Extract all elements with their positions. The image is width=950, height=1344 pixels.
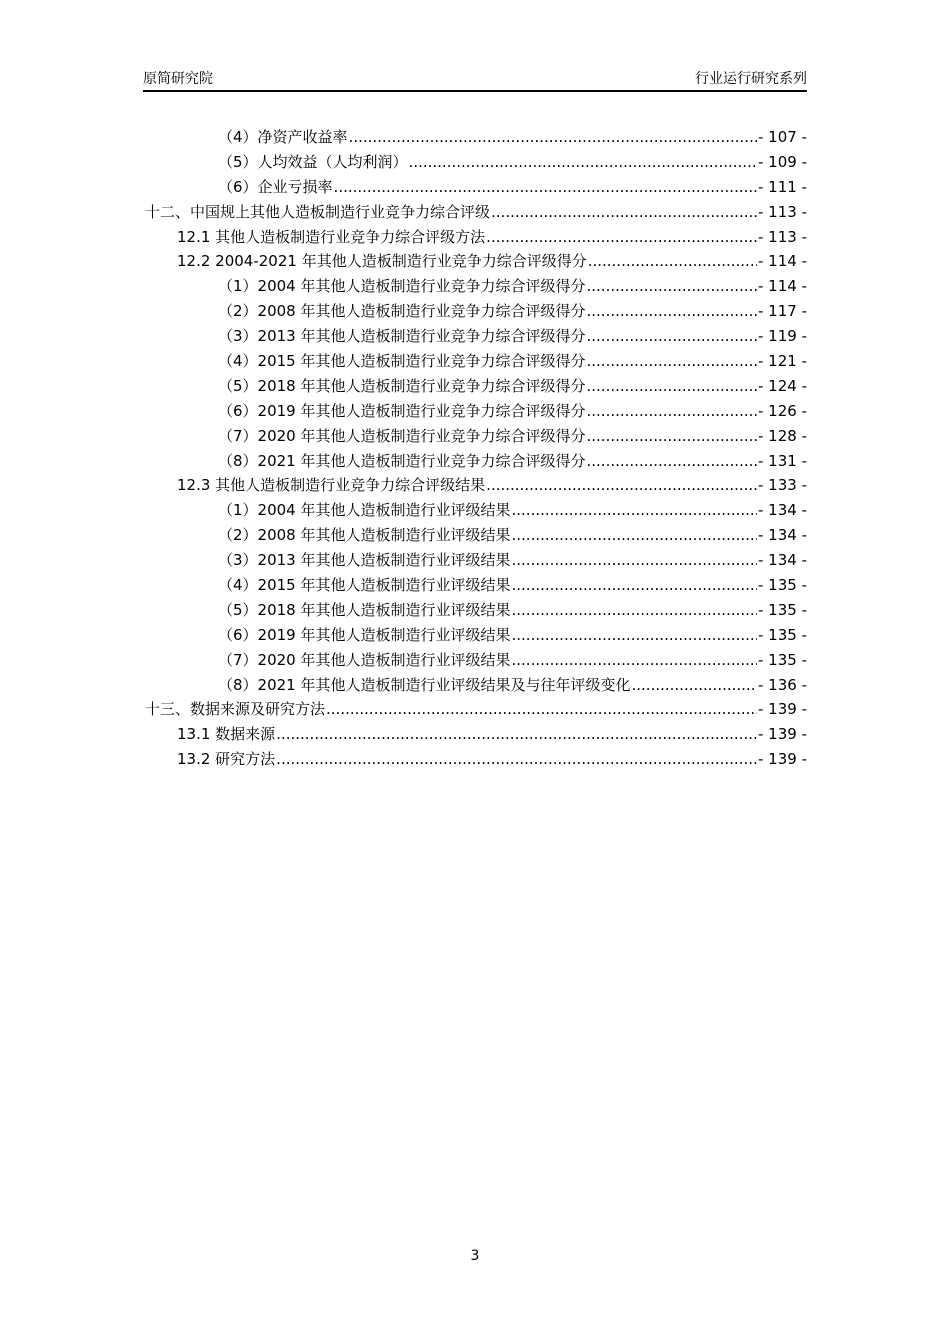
toc-entry[interactable] [145, 126, 807, 151]
toc-entry-page: - 114 - [758, 252, 807, 271]
dot-leader [587, 302, 758, 320]
toc-entry-title: （6）2019 年其他人造板制造行业评级结果 [218, 625, 511, 644]
dot-leader [349, 128, 757, 146]
toc-entry-page: - 119 - [758, 327, 807, 346]
dot-leader [632, 676, 758, 694]
toc-entry[interactable] [145, 375, 807, 400]
dot-leader [512, 601, 758, 619]
toc-entry[interactable] [145, 425, 807, 450]
page-number: 3 [470, 1248, 480, 1264]
toc-entry-page: - 124 - [758, 376, 807, 395]
toc-entry[interactable] [145, 674, 807, 699]
toc-entry-title: （5）2018 年其他人造板制造行业竞争力综合评级得分 [218, 376, 586, 395]
toc-entry-page: - 111 - [758, 177, 807, 196]
toc-entry[interactable] [145, 624, 807, 649]
dot-leader [512, 501, 758, 519]
dot-leader [587, 277, 758, 295]
dot-leader [587, 327, 758, 345]
dot-leader [512, 551, 758, 569]
toc-entry-page: - 134 - [758, 501, 807, 520]
dot-leader [512, 626, 758, 644]
toc-entry-page: - 107 - [758, 128, 807, 146]
toc-entry-title: （3）2013 年其他人造板制造行业评级结果 [218, 551, 511, 570]
toc-entry-title: （2）2008 年其他人造板制造行业评级结果 [218, 526, 511, 545]
toc-entry-page: - 139 - [758, 750, 807, 769]
toc-entry-title: （4）净资产收益率 [218, 128, 348, 146]
toc-entry[interactable] [145, 748, 807, 773]
dot-leader [587, 427, 758, 445]
dot-leader [512, 576, 758, 594]
toc-entry-title: 十二、中国规上其他人造板制造行业竞争力综合评级 [145, 202, 491, 221]
toc-entry-title: 13.2 研究方法 [177, 750, 276, 769]
toc-entry[interactable] [145, 226, 807, 251]
toc-entry[interactable] [145, 499, 807, 524]
dot-leader [512, 526, 758, 544]
toc-entry-page: - 135 - [758, 650, 807, 669]
header-org: 原简研究院 [143, 71, 213, 87]
dot-leader [588, 252, 757, 270]
toc-entry-title: 12.3 其他人造板制造行业竞争力综合评级结果 [177, 476, 486, 495]
dot-leader [334, 178, 757, 196]
toc-entry-title: （2）2008 年其他人造板制造行业竞争力综合评级得分 [218, 302, 586, 321]
dot-leader [587, 377, 758, 395]
toc-entry-page: - 113 - [758, 202, 807, 221]
toc-entry-page: - 126 - [758, 401, 807, 420]
toc-entry[interactable] [145, 151, 807, 176]
toc-entry[interactable] [145, 350, 807, 375]
dot-leader [276, 750, 757, 768]
toc-entry-title: （4）2015 年其他人造板制造行业评级结果 [218, 576, 511, 595]
toc-entry-title: 十三、数据来源及研究方法 [145, 700, 326, 719]
toc-entry[interactable] [145, 524, 807, 549]
toc-entry[interactable] [145, 201, 807, 226]
dot-leader [326, 700, 757, 718]
dot-leader [587, 352, 758, 370]
toc-entry-page: - 135 - [758, 576, 807, 595]
dot-leader [276, 725, 757, 743]
toc-entry-page: - 139 - [758, 700, 807, 719]
toc-entry-page: - 136 - [758, 675, 807, 694]
toc-entry-page: - 113 - [758, 227, 807, 246]
toc-entry[interactable] [145, 698, 807, 723]
toc-entry[interactable] [145, 549, 807, 574]
table-of-contents [145, 126, 807, 773]
dot-leader [587, 402, 758, 420]
dot-leader [512, 651, 758, 669]
toc-entry-title: （1）2004 年其他人造板制造行业竞争力综合评级得分 [218, 277, 586, 296]
toc-entry-title: （5）人均效益（人均利润） [218, 152, 408, 171]
toc-entry-title: （8）2021 年其他人造板制造行业评级结果及与往年评级变化 [218, 675, 631, 694]
toc-entry[interactable] [145, 300, 807, 325]
toc-entry-title: 12.2 2004-2021 年其他人造板制造行业竞争力综合评级得分 [177, 252, 587, 271]
toc-entry-page: - 135 - [758, 600, 807, 619]
toc-entry-title: （6）企业亏损率 [218, 177, 333, 196]
toc-entry-title: （7）2020 年其他人造板制造行业评级结果 [218, 650, 511, 669]
toc-entry[interactable] [145, 599, 807, 624]
toc-entry[interactable] [145, 400, 807, 425]
toc-entry[interactable] [145, 176, 807, 201]
dot-leader [491, 203, 757, 221]
toc-entry-page: - 109 - [758, 152, 807, 171]
toc-entry[interactable] [145, 275, 807, 300]
page-header [143, 68, 807, 92]
toc-entry-title: 13.1 数据来源 [177, 725, 276, 744]
toc-entry-page: - 128 - [758, 426, 807, 445]
toc-entry[interactable] [145, 450, 807, 475]
toc-entry-page: - 114 - [758, 277, 807, 296]
header-series: 行业运行研究系列 [695, 71, 807, 87]
dot-leader [587, 452, 758, 470]
toc-entry-page: - 134 - [758, 526, 807, 545]
toc-entry-page: - 121 - [758, 352, 807, 371]
toc-entry[interactable] [145, 723, 807, 748]
toc-entry-title: （7）2020 年其他人造板制造行业竞争力综合评级得分 [218, 426, 586, 445]
dot-leader [409, 153, 757, 171]
toc-entry[interactable] [145, 474, 807, 499]
toc-entry-page: - 133 - [758, 476, 807, 495]
toc-entry-page: - 131 - [758, 451, 807, 470]
toc-entry-title: （8）2021 年其他人造板制造行业竞争力综合评级得分 [218, 451, 586, 470]
toc-entry-title: （1）2004 年其他人造板制造行业评级结果 [218, 501, 511, 520]
toc-entry-page: - 139 - [758, 725, 807, 744]
toc-entry-title: （6）2019 年其他人造板制造行业竞争力综合评级得分 [218, 401, 586, 420]
dot-leader [486, 228, 757, 246]
toc-entry[interactable] [145, 649, 807, 674]
toc-entry-page: - 134 - [758, 551, 807, 570]
toc-entry[interactable] [145, 325, 807, 350]
toc-entry-title: （4）2015 年其他人造板制造行业竞争力综合评级得分 [218, 352, 586, 371]
toc-entry[interactable] [145, 574, 807, 599]
toc-entry-title: （5）2018 年其他人造板制造行业评级结果 [218, 600, 511, 619]
toc-entry-page: - 135 - [758, 625, 807, 644]
dot-leader [486, 476, 757, 494]
toc-entry-page: - 117 - [758, 302, 807, 321]
toc-entry-title: 12.1 其他人造板制造行业竞争力综合评级方法 [177, 227, 486, 246]
toc-entry[interactable] [145, 250, 807, 275]
toc-entry-title: （3）2013 年其他人造板制造行业竞争力综合评级得分 [218, 327, 586, 346]
